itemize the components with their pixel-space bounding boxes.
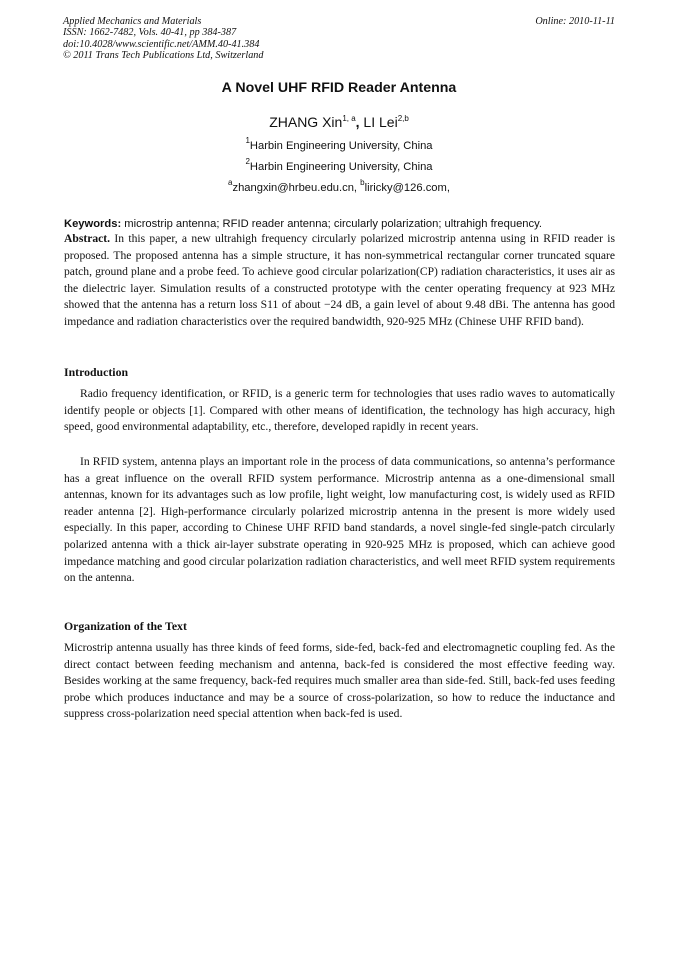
author-2-superscript: 2,b	[397, 114, 409, 123]
email-a-superscript: a	[228, 178, 233, 187]
author-1-superscript: 1, a	[342, 114, 356, 123]
email-line	[0, 178, 678, 194]
affiliation-1-text: Harbin Engineering University, China	[249, 140, 433, 152]
email-b: liricky@126.com,	[364, 182, 450, 194]
doi-line: doi:10.4028/www.scientific.net/AMM.40-41.384	[63, 38, 260, 50]
author-line	[0, 114, 678, 130]
abstract-label: Abstract.	[64, 232, 111, 245]
journal-name: Applied Mechanics and Materials	[63, 16, 202, 27]
introduction-paragraph-1: Radio frequency identification, or RFID, is a generic term for technologies that uses radio waves to automatically identify people or objects [1]. Compared with other means of identification, the technology has high accuracy, high speed, good environmental adaptability, etc., therefore, developed rapidly in recent years.	[64, 387, 615, 434]
publication-header	[63, 16, 615, 62]
abstract	[64, 231, 615, 331]
affiliation-2-text: Harbin Engineering University, China	[249, 161, 433, 173]
author-separator: ,	[355, 114, 360, 130]
keywords-text: microstrip antenna; RFID reader antenna; circularly polarization; ultrahigh frequency.	[121, 218, 542, 230]
author-2-name: LI Lei	[359, 114, 398, 130]
affiliation-2	[0, 157, 678, 173]
paper-title: A Novel UHF RFID Reader Antenna	[221, 80, 457, 96]
email-b-superscript: b	[360, 178, 365, 187]
author-1-name: ZHANG Xin	[269, 114, 343, 130]
organization-heading: Organization of the Text	[64, 619, 187, 633]
keywords-label: Keywords:	[64, 218, 122, 230]
issn-line: ISSN: 1662-7482, Vols. 40-41, pp 384-387	[63, 27, 237, 39]
keywords	[64, 218, 615, 230]
introduction-paragraph-2: In RFID system, antenna plays an important role in the process of data communications, so antenna’s performance has a great influence on the overall RFID system performance. Microstrip antenna as a one-dimensional small antennas, known for its advantages such as low profile, light weight, low manufacturing cost, is widely used as RFID reader antenna [2]. High-performance circularly polarized microstrip antenna in the present is more widely used especially. In this paper, according to Chinese UHF RFID band standards, a novel single-fed single-patch circularly polarized antenna with a thick air-layer substrate operating in 920-925 MHz is proposed, which can achieve good impedance matching and good circular polarization radiation characteristics, and well meet RFID system requirements on the antenna.	[64, 455, 615, 585]
abstract-text: In this paper, a new ultrahigh frequency circularly polarized microstrip antenna using in RFID reader is proposed. The proposed antenna has a simple structure, it has non-symmetrical rectangular corner truncated square patch, ground plane and a probe feed. To achieve good circular polarization(CP) radiation characteristics, it uses air as the dielectric layer. Simulation results of a constructed prototype with the center operating frequency at 923 MHz showed that the antenna has a return loss S11 of about −24 dB, a gain level of about 9.48 dBi. The antenna has good impedance and radiation characteristics over the required bandwidth, 920-925 MHz (Chinese UHF RFID band).	[64, 232, 615, 328]
copyright-line: © 2011 Trans Tech Publications Ltd, Switzerland	[63, 50, 264, 62]
affiliation-1-superscript: 1	[245, 136, 250, 145]
email-a: zhangxin@hrbeu.edu.cn,	[232, 182, 361, 194]
affiliation-2-superscript: 2	[245, 157, 250, 166]
online-date: Online: 2010-11-11	[535, 16, 615, 27]
introduction-heading: Introduction	[64, 365, 129, 379]
affiliation-1	[0, 136, 678, 152]
organization-paragraph-1: Microstrip antenna usually has three kinds of feed forms, side-fed, back-fed and electromagnetic coupling fed. As the direct contact between feeding mechanism and antenna, back-fed is considered the most effective feeding way. Besides working at the same frequency, back-fed requires much smaller area than side-fed. Still, back-fed uses feeding probe which produces inductance and may be a source of cross-polarization, so how to reduce the inductance and suppress cross-polarization need special attention when back-fed is used.	[64, 641, 615, 721]
